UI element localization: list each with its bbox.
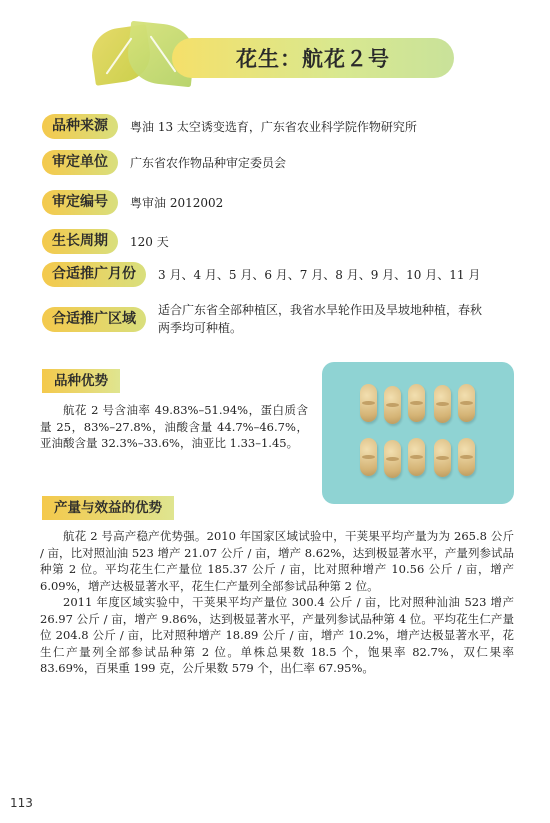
section-heading-yield: 产量与效益的优势 xyxy=(42,496,174,520)
section-heading-advantage: 品种优势 xyxy=(42,369,120,393)
info-value: 粤油 13 太空诱变选育，广东省农业科学院作物研究所 xyxy=(130,119,417,134)
info-value: 广东省农作物品种审定委员会 xyxy=(130,155,287,170)
info-label: 品种来源 xyxy=(42,114,118,139)
peanut-icon xyxy=(408,384,425,422)
info-value: 适合广东省全部种植区，我省水旱轮作田及旱坡地种植，春秋两季均可种植。 xyxy=(158,303,483,335)
page-title: 花生：航花２号 xyxy=(236,47,390,71)
peanut-icon xyxy=(458,384,475,422)
peanut-icon xyxy=(434,439,451,477)
advantage-text xyxy=(40,402,308,452)
info-label: 生长周期 xyxy=(42,229,118,254)
peanut-photo xyxy=(322,362,514,504)
peanut-icon xyxy=(434,385,451,423)
info-value: 粤审油 2012002 xyxy=(130,195,224,210)
info-row-unit xyxy=(42,150,286,175)
info-label: 审定编号 xyxy=(42,190,118,215)
info-row-source xyxy=(42,114,417,139)
advantage-paragraph: 航花 2 号含油率 49.83%–51.94%，蛋白质含量 25，83%–27.8%，油酸含量 44.7%–46.7%，亚油酸含量 32.3%–33.6%，油亚比 1.33–1.45。 xyxy=(40,403,308,450)
info-value: 3 月、4 月、5 月、6 月、7 月、8 月、9 月、10 月、11 月 xyxy=(158,267,481,282)
peanut-icon xyxy=(360,438,377,476)
title-banner xyxy=(92,24,454,88)
peanut-icon xyxy=(408,438,425,476)
title-pill xyxy=(172,38,454,78)
info-row-number xyxy=(42,190,223,215)
info-row-months xyxy=(42,262,486,287)
yield-paragraph: 航花 2 号高产稳产优势强。2010 年国家区域试验中，干荚果平均产量为为 265.8 公斤 / 亩，比对照汕油 523 增产 21.07 公斤 / 亩，增产 8.62%，达到极显著水平，产量列参试品种第 2 位。平均花生仁产量位 185.37 公斤 / 亩，比对照种增产 10.56 公斤 / 亩，增产 6.09%，增产达极显著水平，花生仁产量列全部参试品种第 2 位。 xyxy=(40,529,514,593)
peanut-icon xyxy=(360,384,377,422)
info-label: 合适推广区域 xyxy=(42,307,146,332)
peanut-icon xyxy=(384,440,401,478)
yield-paragraph: 2011 年度区域实验中，干荚果平均产量位 300.4 公斤 / 亩，比对照种汕油 523 增产 26.97 公斤 / 亩，增产 9.86%，达到极显著水平，产量列参试品种第 4 位。平均花生仁产量位 204.8 公斤 / 亩，比对照种增产 18.89 公斤 / 亩，增产 10.2%，增产达极显著水平，花生仁产量列全部参试品种第 2 位。单株总果数 18.5 个，饱果率 82.7%，双仁果率 83.69%，百果重 199 克，公斤果数 579 个，出仁率 67.95%。 xyxy=(40,595,514,675)
info-label: 审定单位 xyxy=(42,150,118,175)
info-value: 120 天 xyxy=(130,234,169,249)
yield-text xyxy=(40,528,514,677)
info-label: 合适推广月份 xyxy=(42,262,146,287)
peanut-icon xyxy=(458,438,475,476)
info-row-cycle xyxy=(42,229,169,254)
info-row-region xyxy=(42,301,486,337)
peanut-icon xyxy=(384,386,401,424)
page-number: 113 xyxy=(10,796,33,810)
